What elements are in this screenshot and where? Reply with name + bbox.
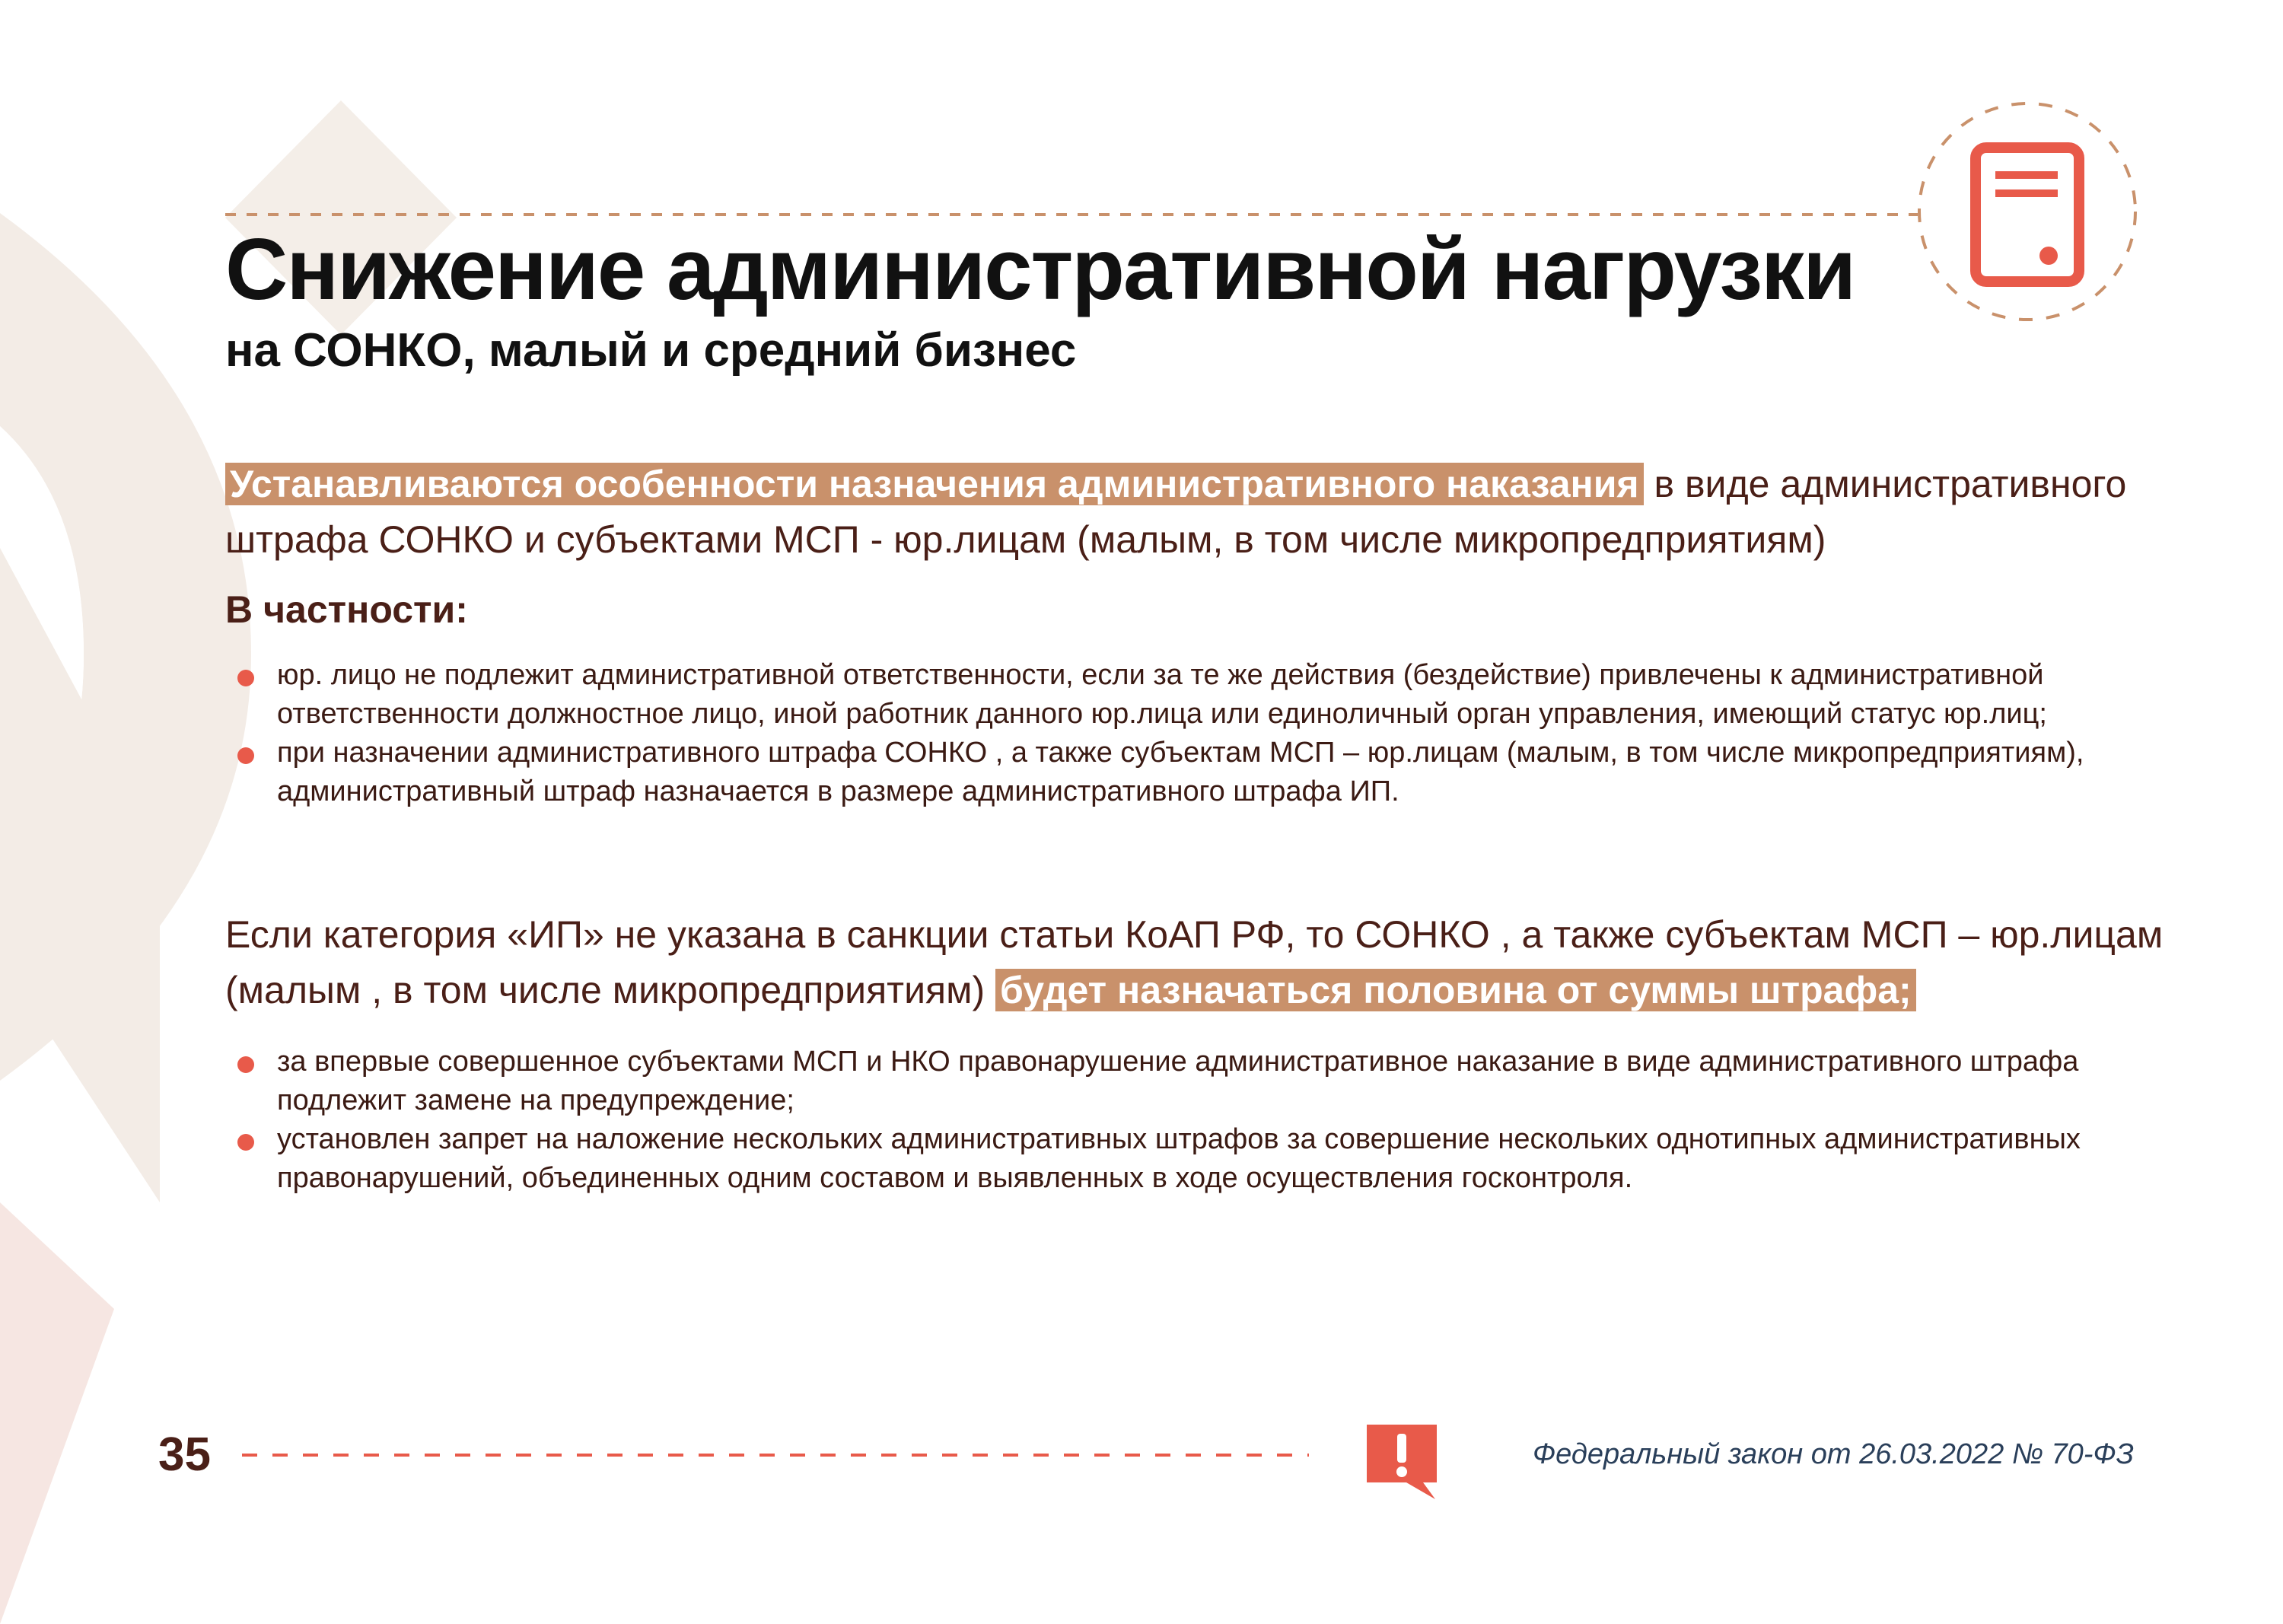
bullet-dot-icon bbox=[237, 1134, 254, 1151]
category-text: Если категория «ИП» не указана в санкции статьи КоАП РФ, то СОНКО , а также субъектам МСП – юр.лицам (малым , в том числе микропредприятиям) bbox=[225, 913, 2164, 1011]
bullet-dot-icon bbox=[237, 747, 254, 764]
page-subtitle: на СОНКО, малый и средний бизнес bbox=[225, 324, 1077, 377]
list-item: установлен запрет на наложение нескольких административных штрафов за совершение нескольких однотипных административных правонарушений, объединенных одним составом и выявленных в ходе осуществления госконтроля. bbox=[237, 1120, 2102, 1198]
bullet-list-2 bbox=[237, 1043, 2102, 1198]
title-block bbox=[225, 222, 1855, 377]
document-icon bbox=[1913, 97, 2141, 326]
bullet-dot-icon bbox=[237, 1056, 254, 1073]
bullet-list-1 bbox=[237, 656, 2102, 811]
category-highlight: будет назначаться половина от суммы штрафа; bbox=[995, 969, 1916, 1011]
alert-speech-icon bbox=[1364, 1422, 1440, 1501]
section-heading: В частности: bbox=[225, 588, 468, 631]
list-item: за впервые совершенное субъектами МСП и НКО правонарушение административное наказание в виде административного штрафа подлежит замене на предупреждение; bbox=[237, 1043, 2102, 1120]
list-item: при назначении административного штрафа СОНКО , а также субъектам МСП – юр.лицам (малым, в том числе микропредприятиям), административный штраф назначается в размере административного штрафа ИП. bbox=[237, 734, 2102, 811]
bullet-dot-icon bbox=[237, 670, 254, 686]
page-number: 35 bbox=[158, 1428, 211, 1481]
page-title: Снижение административной нагрузки bbox=[225, 221, 1855, 318]
intro-highlight: Устанавливаются особенности назначения административного наказания bbox=[225, 463, 1644, 505]
law-reference: Федеральный закон от 26.03.2022 № 70-ФЗ bbox=[1532, 1438, 2134, 1470]
list-item: юр. лицо не подлежит административной ответственности, если за те же действия (бездействие) привлечены к административной ответственности должностное лицо, иной работник данного юр.лица или единоличный орган управления, имеющий статус юр.лиц; bbox=[237, 656, 2102, 734]
category-paragraph bbox=[225, 907, 2219, 1018]
intro-paragraph bbox=[225, 457, 2219, 568]
intro-text: в виде административного штрафа СОНКО и субъектами МСП - юр.лицам (малым, в том числе микропредприятиям) bbox=[225, 463, 2127, 561]
